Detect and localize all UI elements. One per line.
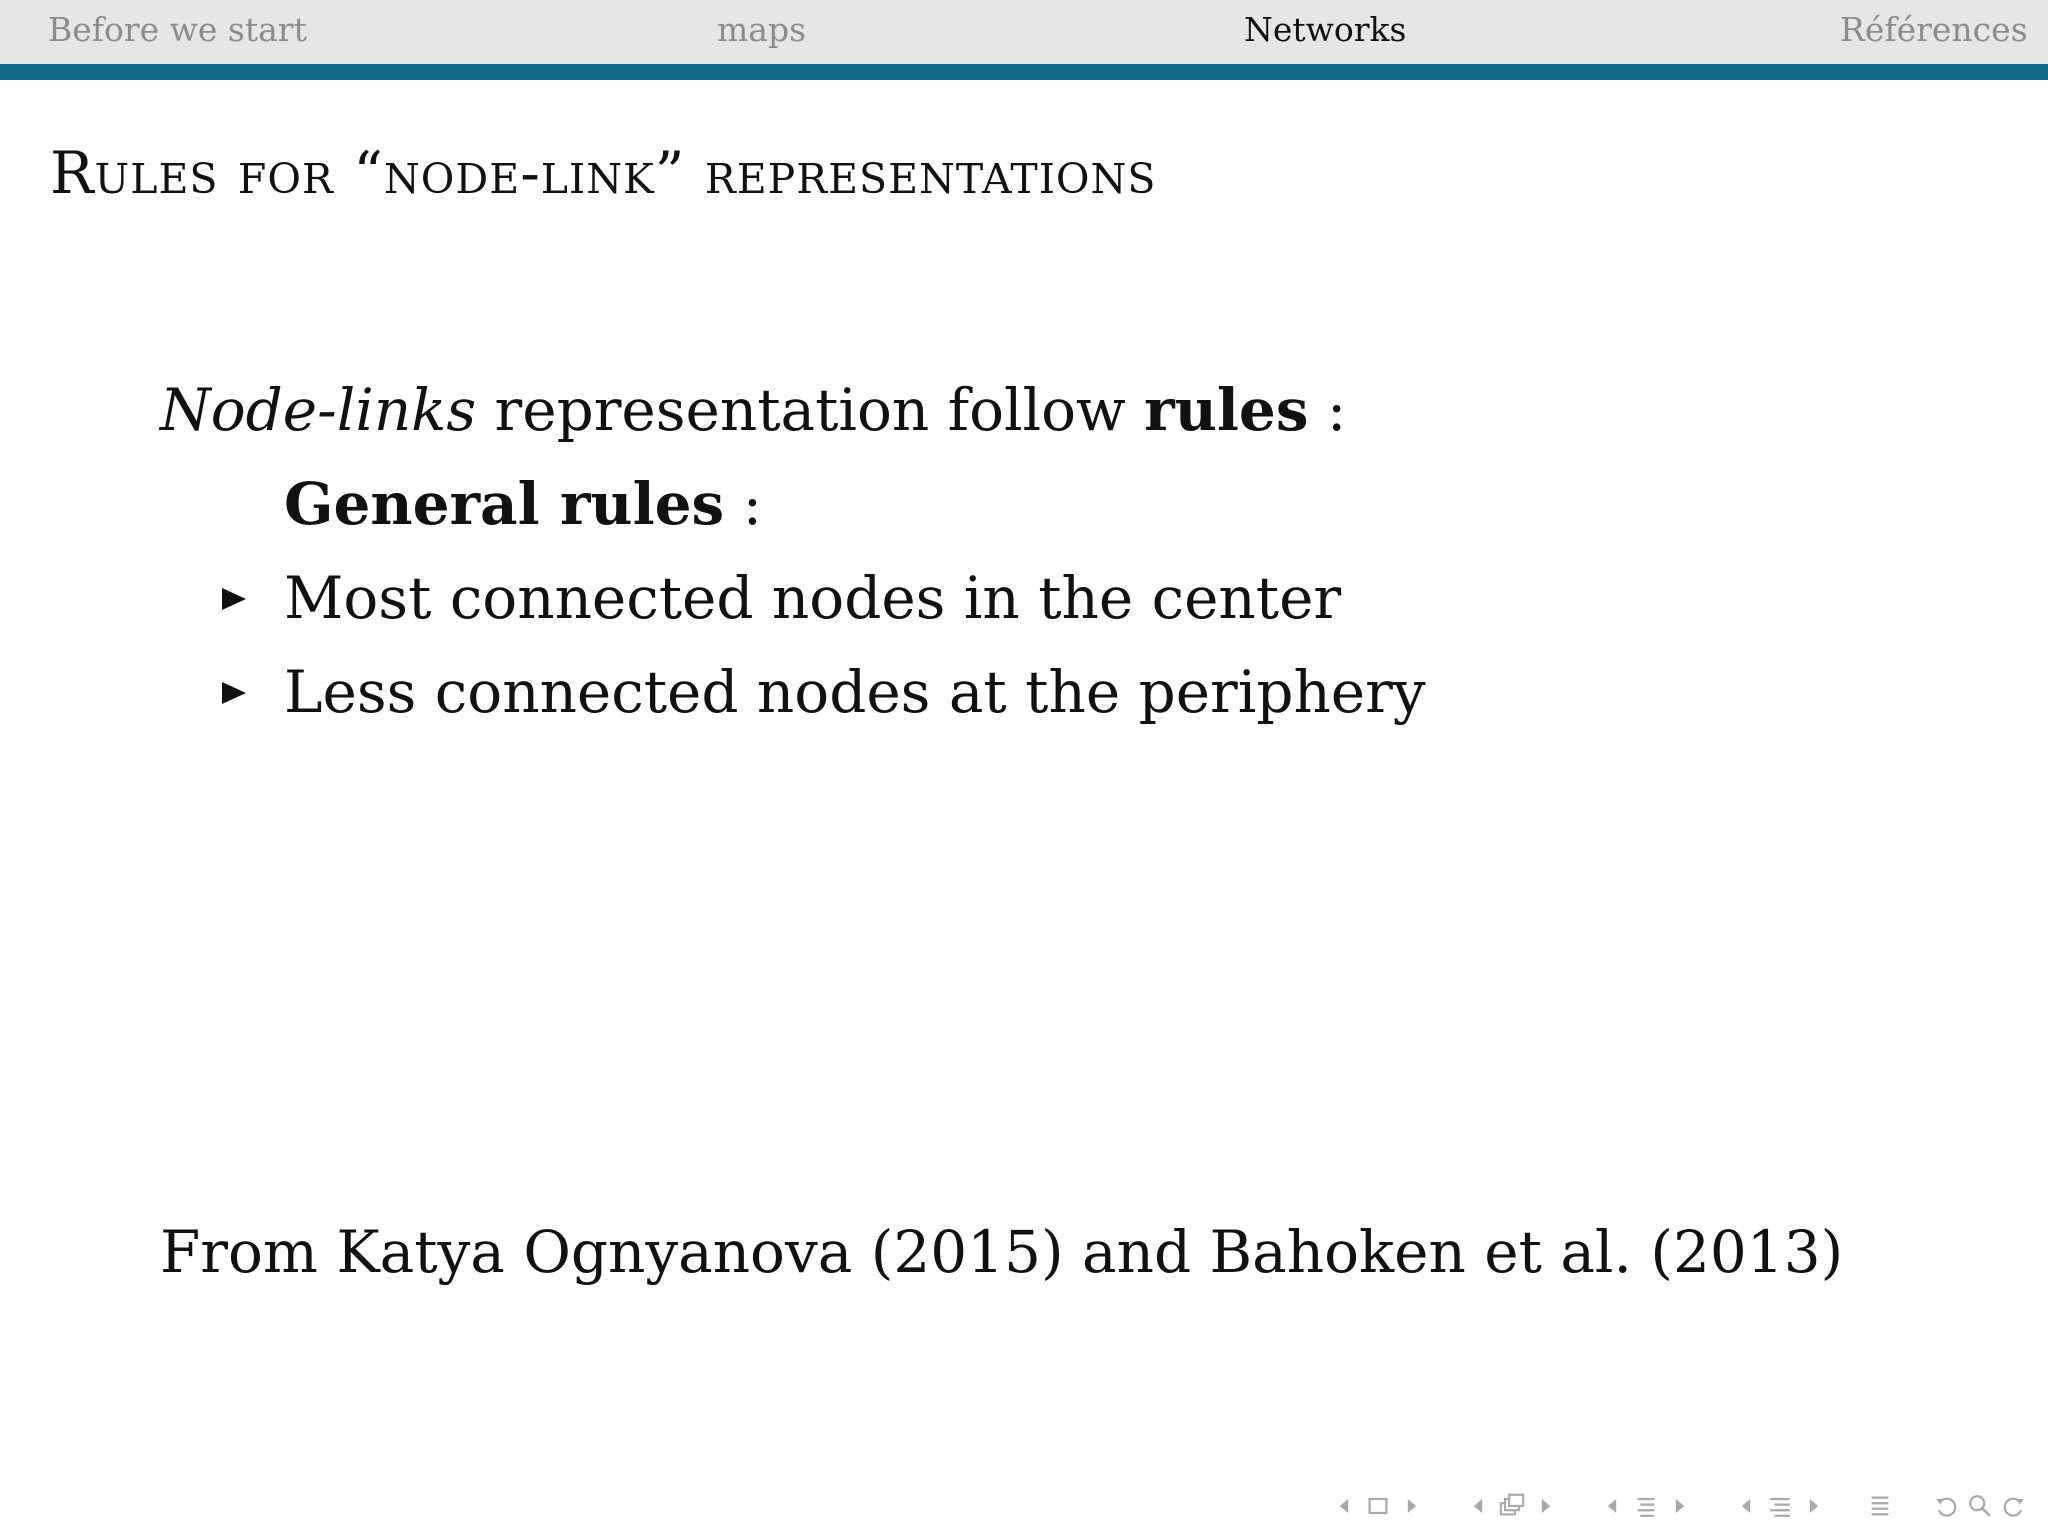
prev-arrow-icon[interactable] bbox=[1330, 1490, 1358, 1522]
intro-line bbox=[160, 374, 1860, 446]
intro-suffix: : bbox=[1308, 376, 1347, 444]
frame-icon[interactable] bbox=[1364, 1490, 1392, 1522]
list-item bbox=[160, 562, 1860, 634]
slide-content bbox=[160, 374, 1860, 750]
beamer-navigation-controls bbox=[1330, 1486, 2028, 1526]
triangle-bullet-icon bbox=[222, 682, 246, 704]
top-navigation bbox=[0, 0, 2048, 64]
subheading-label: General rules bbox=[284, 470, 725, 538]
triangle-bullet-icon bbox=[222, 588, 246, 610]
prev-arrow-icon[interactable] bbox=[1732, 1490, 1760, 1522]
back-icon[interactable] bbox=[1932, 1490, 1960, 1522]
subheading-suffix: : bbox=[724, 470, 763, 538]
slides-icon[interactable] bbox=[1498, 1490, 1526, 1522]
next-arrow-icon[interactable] bbox=[1398, 1490, 1426, 1522]
nav-item-networks[interactable]: Networks bbox=[1244, 10, 1407, 49]
prev-arrow-icon[interactable] bbox=[1464, 1490, 1492, 1522]
section-icon[interactable] bbox=[1766, 1490, 1794, 1522]
subsection-icon[interactable] bbox=[1632, 1490, 1660, 1522]
prev-arrow-icon[interactable] bbox=[1598, 1490, 1626, 1522]
bullet-text: Most connected nodes in the center bbox=[284, 564, 1342, 632]
nav-item-references[interactable]: Références bbox=[1840, 10, 2028, 49]
intro-text: representation follow bbox=[476, 376, 1145, 444]
slide-title: Rules for “node-link” representations bbox=[50, 139, 1157, 207]
nav-accent-bar bbox=[0, 64, 2048, 80]
next-arrow-icon[interactable] bbox=[1666, 1490, 1694, 1522]
nav-item-before-we-start[interactable]: Before we start bbox=[48, 10, 307, 49]
bullet-list bbox=[160, 562, 1860, 728]
next-arrow-icon[interactable] bbox=[1532, 1490, 1560, 1522]
source-citation: From Katya Ognyanova (2015) and Bahoken et al. (2013) bbox=[160, 1218, 1844, 1286]
list-item bbox=[160, 656, 1860, 728]
bullet-text: Less connected nodes at the periphery bbox=[284, 658, 1426, 726]
intro-emphasis: rules bbox=[1144, 376, 1309, 444]
subheading bbox=[284, 468, 1860, 540]
nav-item-maps[interactable]: maps bbox=[717, 10, 807, 49]
forward-icon[interactable] bbox=[2000, 1490, 2028, 1522]
outline-icon[interactable] bbox=[1866, 1490, 1894, 1522]
intro-term: Node-links bbox=[160, 376, 477, 444]
next-arrow-icon[interactable] bbox=[1800, 1490, 1828, 1522]
search-icon[interactable] bbox=[1966, 1490, 1994, 1522]
